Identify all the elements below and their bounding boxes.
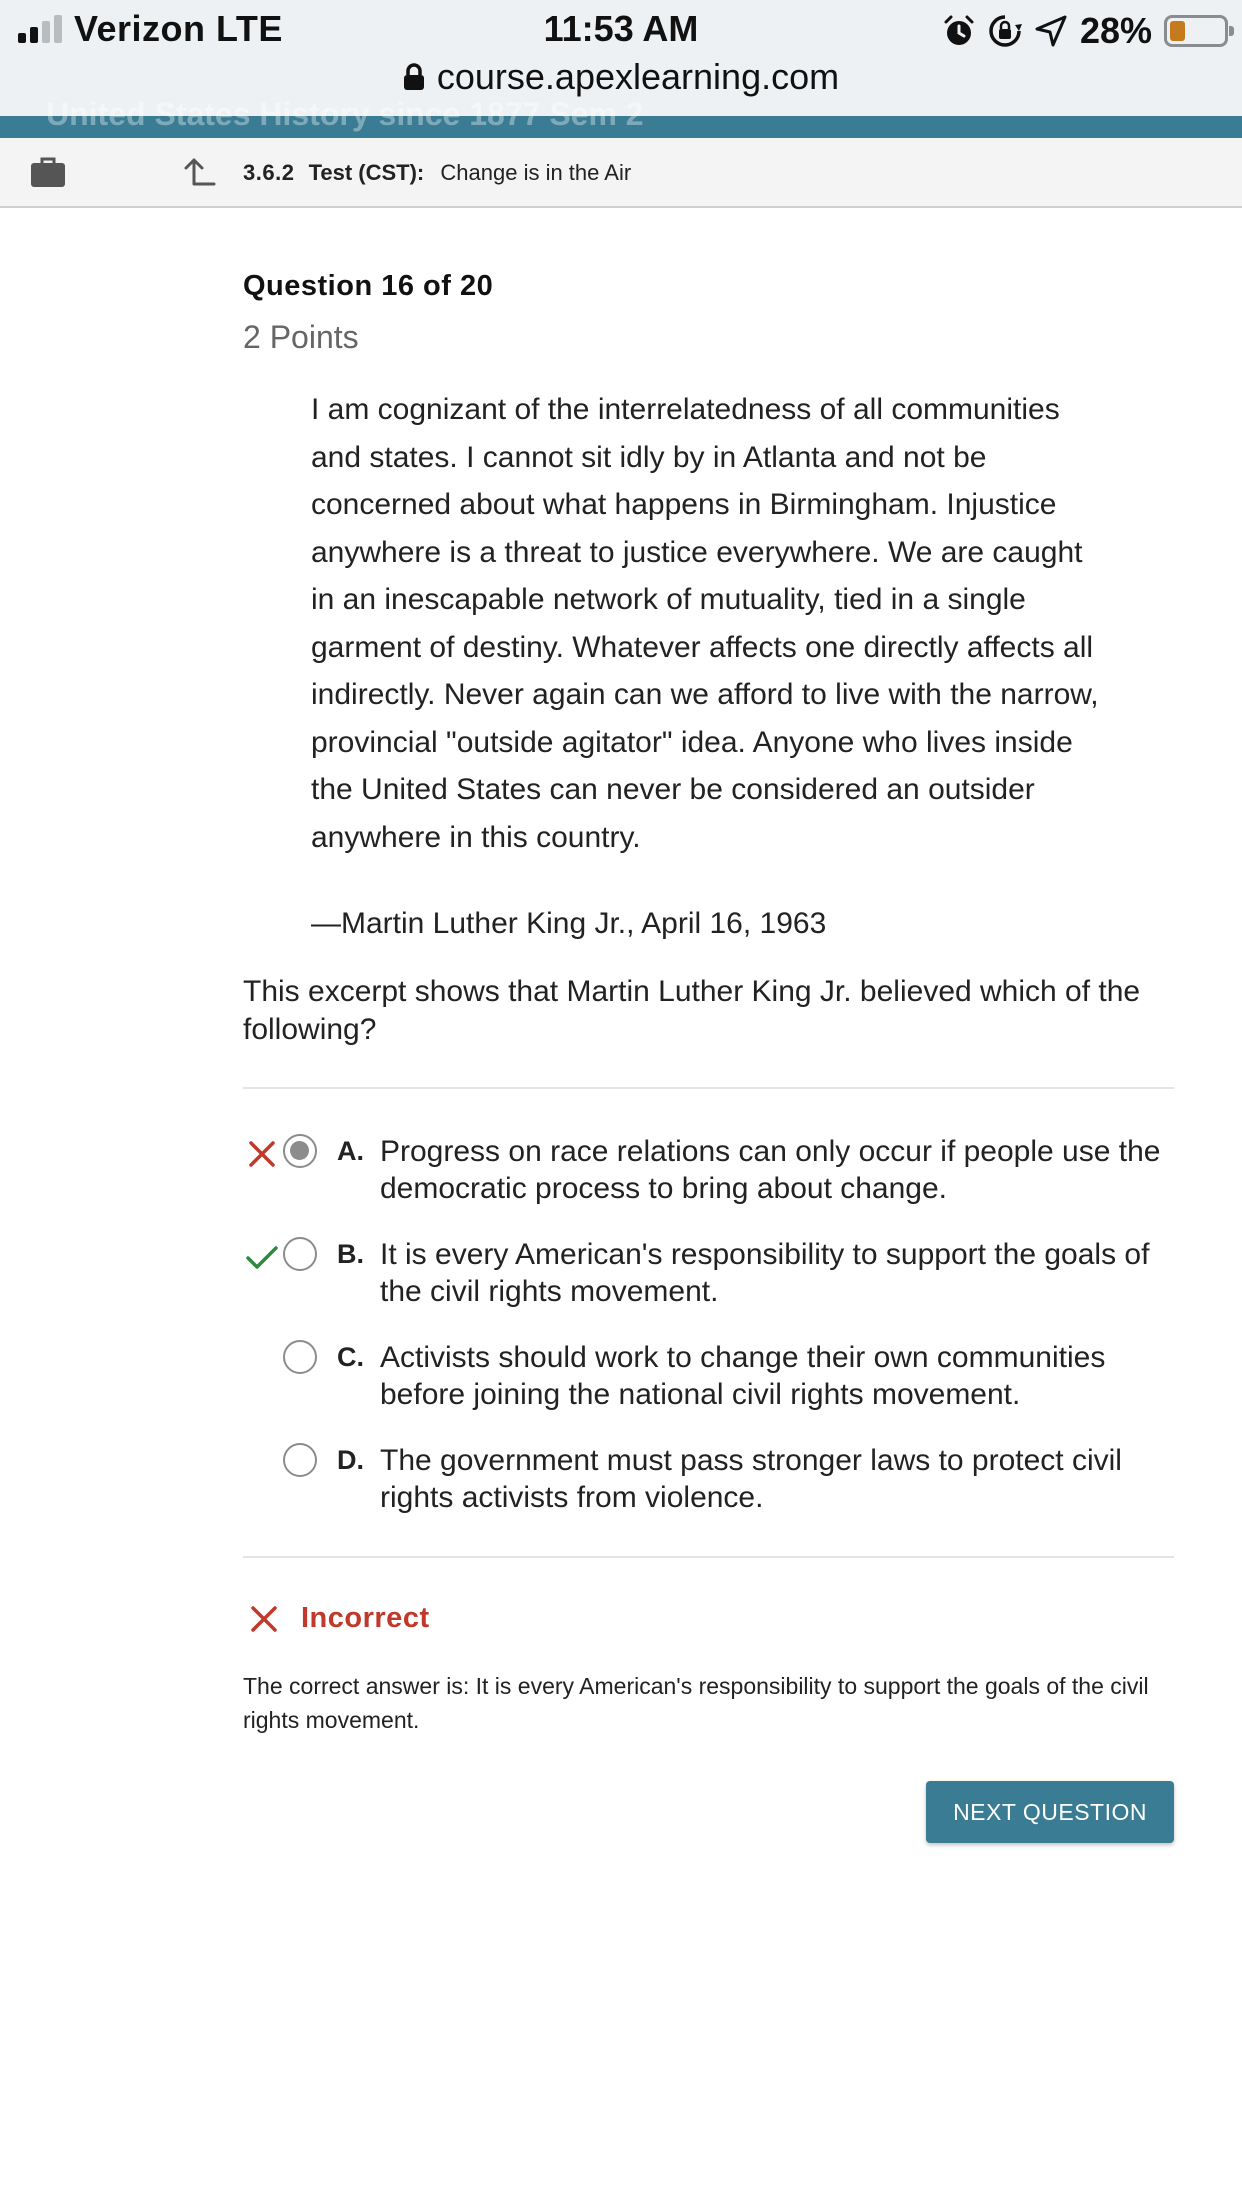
divider (243, 1087, 1174, 1089)
activity-number: 3.6.2 (243, 160, 295, 185)
rotation-lock-icon (988, 14, 1022, 48)
course-banner (0, 96, 1242, 138)
question-prompt: This excerpt shows that Martin Luther King Jr. believed which of the following? (243, 975, 1141, 1046)
correct-check-icon (245, 1240, 279, 1274)
excerpt-attribution: —Martin Luther King Jr., April 16, 1963 (311, 907, 827, 940)
carrier-name: Verizon LTE (74, 8, 283, 49)
course-banner-title: United States History since 1877 Sem 2 (46, 96, 644, 132)
radio-button-c[interactable] (283, 1340, 317, 1374)
activity-type: Test (CST): (308, 160, 425, 185)
next-question-button[interactable]: NEXT QUESTION (926, 1781, 1174, 1843)
answer-text: The government must pass stronger laws to protect civil rights activists from violence. (380, 1444, 1122, 1514)
answer-letter: C. (337, 1342, 364, 1372)
divider (243, 1556, 1174, 1558)
answer-letter: D. (337, 1445, 364, 1475)
result-banner (243, 1602, 1174, 1635)
briefcase-icon[interactable] (30, 156, 66, 188)
incorrect-x-icon (249, 1604, 279, 1634)
status-time: 11:53 AM (543, 8, 699, 49)
answer-text: It is every American's responsibility to support the goals of the civil rights movement. (380, 1238, 1150, 1308)
question-number: Question 16 of 20 (243, 270, 494, 302)
result-label: Incorrect (301, 1602, 430, 1634)
excerpt-quote: I am cognizant of the interrelatedness of all communities and states. I cannot sit idly by in Atlanta and not be concerned about what happens in Birmingham. Injustice anywhere is a threat to justice everywhere. We are caught in an inescapable network of mutuality, tied in a single garment of destiny. Whatever affects one directly affects all indirectly. Never again can we afford to live with the narrow, provincial "outside agitator" idea. Anyone who lives inside the United States can never be considered an outsider anywhere in this country. (311, 393, 1099, 854)
radio-button-d[interactable] (283, 1443, 317, 1477)
answer-letter: A. (337, 1136, 364, 1166)
battery-percentage: 28% (1079, 10, 1152, 51)
answer-text: Progress on race relations can only occur if people use the democratic process to bring about change. (380, 1135, 1161, 1205)
answer-choice-d[interactable] (243, 1442, 1174, 1516)
location-arrow-icon (1034, 14, 1068, 48)
next-button-row (243, 1781, 1174, 1843)
radio-button-b[interactable] (283, 1237, 317, 1271)
activity-toolbar (0, 138, 1242, 208)
address-bar[interactable] (0, 56, 1242, 98)
breadcrumb (243, 160, 631, 186)
back-up-arrow-icon[interactable] (184, 156, 216, 188)
answer-choice-a[interactable] (243, 1133, 1174, 1207)
lock-icon (403, 63, 425, 91)
activity-name: Change is in the Air (440, 160, 632, 185)
question-points: 2 Points (243, 319, 359, 355)
answer-text: Activists should work to change their own communities before joining the national civil rights movement. (380, 1341, 1106, 1411)
battery-level-fill (1170, 21, 1185, 41)
answer-letter: B. (337, 1239, 364, 1269)
answer-choice-b[interactable] (243, 1236, 1174, 1310)
correct-answer-explanation: The correct answer is: It is every American's responsibility to support the goals of the civil rights movement. (243, 1673, 1149, 1733)
alarm-icon (942, 14, 976, 48)
url-text[interactable]: course.apexlearning.com (436, 56, 840, 97)
battery-icon (1164, 15, 1228, 47)
incorrect-x-icon (245, 1137, 279, 1171)
answer-choice-c[interactable] (243, 1339, 1174, 1413)
radio-button-a[interactable] (283, 1134, 317, 1168)
question-panel (243, 270, 1174, 1843)
answer-choices (243, 1133, 1174, 1516)
status-icons (942, 10, 1228, 52)
